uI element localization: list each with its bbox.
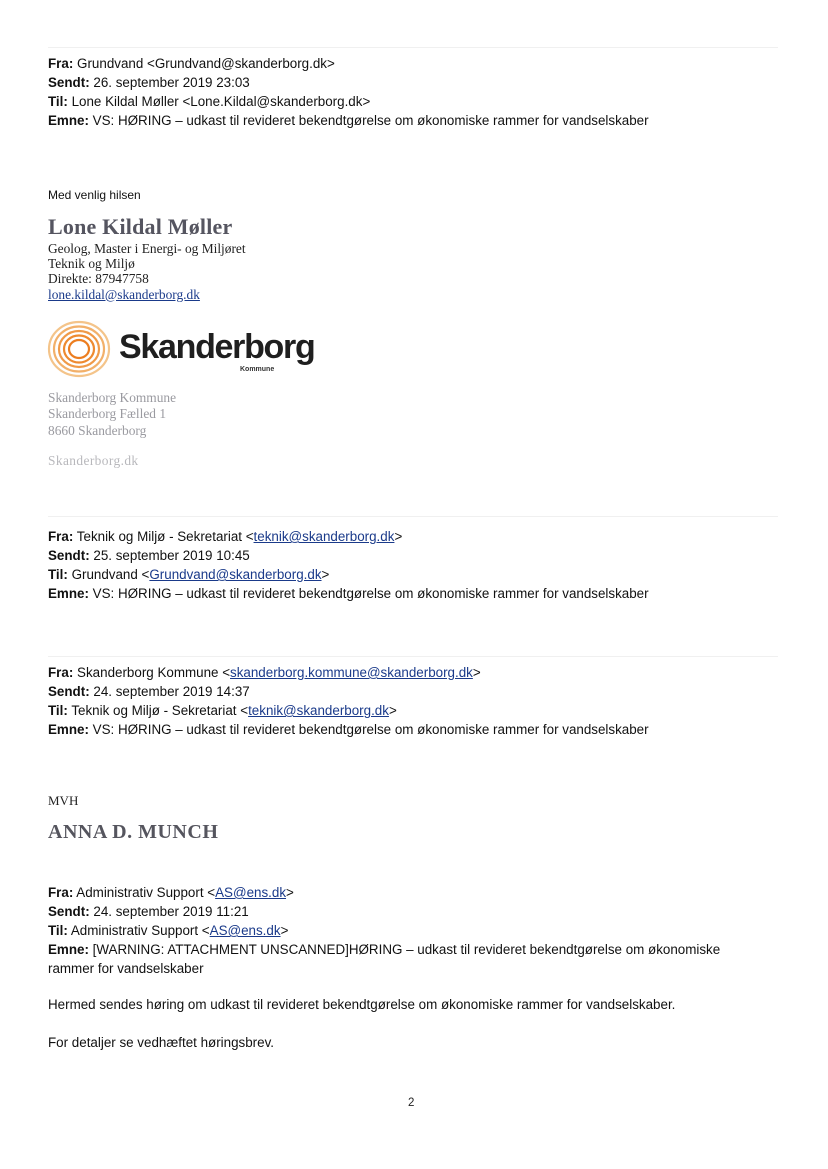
subject-row-continued: rammer for vandselskaber (48, 961, 204, 976)
logo-wordmark: Skanderborg (119, 328, 315, 366)
signature-title: Geolog, Master i Energi- og Miljøret (48, 241, 246, 256)
signature-details (48, 241, 246, 302)
greeting: Med venlig hilsen (48, 188, 141, 202)
logo-rings-icon (46, 318, 116, 380)
subject-row: Emne: VS: HØRING – udkast til revideret bekendtgørelse om økonomiske rammer for vandselskaber (48, 113, 649, 128)
subject-value: VS: HØRING – udkast til revideret bekendtgørelse om økonomiske rammer for vandselskaber (92, 113, 649, 128)
sent-value: 24. september 2019 11:21 (93, 904, 249, 919)
website-text: Skanderborg.dk (48, 453, 139, 468)
body-paragraph: For detaljer se vedhæftet høringsbrev. (48, 1035, 275, 1050)
from-email-link[interactable]: skanderborg.kommune@skanderborg.dk (230, 665, 473, 680)
from-row: Fra: Grundvand <Grundvand@skanderborg.dk> (48, 56, 335, 71)
to-row: Til: Administrativ Support <AS@ens.dk> (48, 923, 289, 938)
sent-row: Sendt: 26. september 2019 23:03 (48, 75, 250, 90)
address-line: Skanderborg Fælled 1 (48, 406, 167, 422)
to-row: Til: Teknik og Miljø - Sekretariat <teknik@skanderborg.dk> (48, 703, 397, 718)
to-row: Til: Grundvand <Grundvand@skanderborg.dk> (48, 567, 330, 582)
sent-row: Sendt: 24. september 2019 14:37 (48, 684, 250, 699)
sent-value: 24. september 2019 14:37 (93, 684, 250, 699)
sent-row: Sendt: 25. september 2019 10:45 (48, 548, 250, 563)
signature-name: Lone Kildal Møller (48, 214, 233, 239)
address-line: 8660 Skanderborg (48, 422, 147, 438)
address-line: Skanderborg Kommune (48, 390, 177, 405)
sent-row: Sendt: 24. september 2019 11:21 (48, 904, 249, 919)
body-paragraph: Hermed sendes høring om udkast til revideret bekendtgørelse om økonomiske rammer for vandselskaber. (48, 997, 676, 1012)
to-value: Lone Kildal Møller <Lone.Kildal@skanderborg.dk> (71, 94, 371, 109)
logo-subtext: Kommune (240, 366, 275, 373)
subject-value: VS: HØRING – udkast til revideret bekendtgørelse om økonomiske rammer for vandselskaber (92, 722, 649, 737)
subject-row: Emne: [WARNING: ATTACHMENT UNSCANNED]HØRING – udkast til revideret bekendtgørelse om økonomiske (48, 942, 721, 957)
signature-direct-phone: Direkte: 87947758 (48, 271, 149, 287)
from-email-link[interactable]: teknik@skanderborg.dk (253, 529, 395, 544)
scan-separator (48, 656, 778, 657)
to-row: Til: Lone Kildal Møller <Lone.Kildal@skanderborg.dk> (48, 94, 371, 109)
subject-row: Emne: VS: HØRING – udkast til revideret bekendtgørelse om økonomiske rammer for vandselskaber (48, 722, 649, 737)
from-value: Grundvand <Grundvand@skanderborg.dk> (77, 56, 335, 71)
closing-mvh: MVH (48, 793, 79, 808)
skanderborg-logo (46, 318, 316, 380)
to-email-link[interactable]: Grundvand@skanderborg.dk (149, 567, 322, 582)
from-row: Fra: Teknik og Miljø - Sekretariat <teknik@skanderborg.dk> (48, 529, 403, 544)
from-email-link[interactable]: AS@ens.dk (215, 885, 287, 900)
from-row: Fra: Skanderborg Kommune <skanderborg.kommune@skanderborg.dk> (48, 665, 481, 680)
to-email-link[interactable]: teknik@skanderborg.dk (248, 703, 389, 718)
from-row: Fra: Administrativ Support <AS@ens.dk> (48, 885, 294, 900)
signature-email-link[interactable]: lone.kildal@skanderborg.dk (48, 286, 200, 302)
scan-separator (48, 47, 778, 48)
subject-value: VS: HØRING – udkast til revideret bekendtgørelse om økonomiske rammer for vandselskaber (92, 586, 649, 601)
to-email-link[interactable]: AS@ens.dk (209, 923, 281, 938)
subject-value: [WARNING: ATTACHMENT UNSCANNED]HØRING – udkast til revideret bekendtgørelse om økonomiske (92, 942, 721, 957)
signature-department: Teknik og Miljø (48, 256, 135, 272)
sent-value: 25. september 2019 10:45 (93, 548, 250, 563)
scan-separator (48, 516, 778, 517)
sender-signature-name: ANNA D. MUNCH (48, 821, 219, 843)
organization-address (48, 390, 176, 439)
page-number: 2 (408, 1097, 415, 1109)
sent-value: 26. september 2019 23:03 (93, 75, 250, 90)
subject-row: Emne: VS: HØRING – udkast til revideret bekendtgørelse om økonomiske rammer for vandselskaber (48, 586, 649, 601)
